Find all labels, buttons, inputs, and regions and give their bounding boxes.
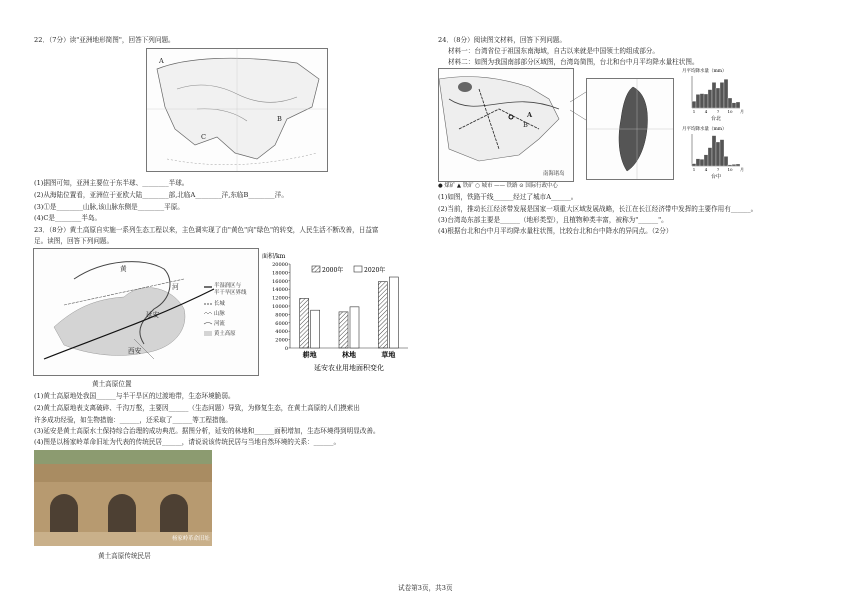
- taipei-bar-9: [724, 79, 728, 108]
- taipei-bar-10: [728, 98, 732, 108]
- legend-1: 半湿润区与: [214, 283, 241, 289]
- q23-line-2: (2)黄土高原地表支离破碎、千沟万壑，主要因______（生态问题）导致，为修复生态，在黄土高原的人们摸索出: [34, 404, 360, 412]
- taipei-bar-11: [732, 103, 736, 108]
- map-label-he: 河: [172, 283, 179, 291]
- q24-material-2: 材料二：如图为我国南部部分区域图，台湾岛简图，台北和台中月平均降水量柱状图。: [448, 58, 699, 66]
- taichung-bar-1: [692, 164, 696, 166]
- taichung-bar-5: [708, 148, 712, 166]
- q24-material-1: 材料一：台湾省位于祖国东南海域，自古以来就是中国领土的组成部分。: [448, 47, 659, 55]
- chart1-ytick-7: 14000: [272, 287, 288, 294]
- photo-label: 杨家岭革命旧址: [172, 536, 210, 542]
- taipei-title: 月平均降水量（mm）: [682, 69, 727, 74]
- map-label-xian: 西安: [128, 347, 142, 355]
- taipei-bar-8: [720, 82, 724, 108]
- taipei-xtick-4: 月: [740, 109, 744, 114]
- loess-map: [33, 248, 259, 376]
- sea-label: 南海诸岛: [543, 171, 565, 177]
- q24-line-2: (2)当前，推动长江经济带发展是国家一项重大区域发展战略，长江在长江经济带中发挥的主要作用有______。: [438, 205, 758, 213]
- taipei-bar-1: [692, 101, 696, 108]
- taichung-bar-2: [696, 159, 700, 166]
- chart1-ytick-5: 10000: [272, 304, 288, 310]
- map-label-b: B: [277, 115, 282, 123]
- taichung-precip-chart: [682, 124, 758, 180]
- q23-line-5: (4)图是以杨家岭革命旧址为代表的传统民居______，请说说该传统民居与当地自然环境的关系：______。: [34, 438, 341, 446]
- q23-line-1: (1)黄土高原地处我国______与半干旱区的过渡地带，生态环境脆弱。: [34, 392, 235, 400]
- map-label-yanan: 延安: [146, 311, 160, 319]
- taichung-xtick-3: 10: [727, 167, 733, 172]
- taichung-title: 月平均降水量（mm）: [682, 127, 727, 132]
- taichung-bar-12: [736, 164, 740, 166]
- chart1-xtick-1: 林地: [342, 350, 356, 359]
- legend-4: 山脉: [214, 311, 225, 317]
- chart1-ylabel: 面积/km: [262, 253, 286, 260]
- taichung-bar-3: [700, 159, 704, 166]
- loess-map-caption: 黄土高原位置: [92, 380, 132, 388]
- cave-dwelling-photo: [34, 450, 212, 546]
- legend-2: 半干旱区界线: [214, 290, 247, 296]
- taipei-precip-chart: [682, 66, 758, 122]
- chart1-ytick-1: 2000: [275, 337, 288, 344]
- south-china-map-drawing: [439, 69, 573, 181]
- legend-6: 黄土高原: [214, 331, 236, 337]
- q22-line-2: (2)从海陆位置看，亚洲位于亚欧大陆________部,北临A________洋,东临B________洋。: [34, 191, 288, 199]
- legend-5: 河流: [214, 321, 225, 327]
- q22-line-3: (3)①是________山脉,该山脉东侧是________平原。: [34, 203, 184, 211]
- taichung-bar-6: [712, 136, 716, 166]
- chart1-legend-swatch-1: [354, 266, 362, 272]
- chart1-xtick-2: 草地: [381, 350, 396, 359]
- legend-symbols: [204, 283, 214, 343]
- q22-line-1: (1)据图可知，亚洲主要位于东半球、________半球。: [34, 179, 189, 187]
- taipei-bar-6: [712, 82, 716, 108]
- map-label-a: A: [159, 57, 164, 65]
- taichung-bar-9: [724, 156, 728, 166]
- asia-map: [146, 48, 328, 172]
- asia-map-drawing: [147, 49, 327, 171]
- taichung-bar-11: [732, 164, 736, 166]
- taipei-xtick-3: 10: [727, 109, 733, 114]
- map-label-huang: 黄: [120, 265, 127, 273]
- q24-header: 24．（8分）阅读图文材料，回答下列问题。: [438, 36, 566, 44]
- taiwan-map: [586, 78, 674, 180]
- taichung-xlabel: 台中: [710, 174, 722, 180]
- taipei-bar-4: [704, 94, 708, 108]
- chart1-bar-2000年-耕地: [300, 298, 309, 348]
- map-label-b-24: B: [523, 121, 528, 129]
- photo-trees: [34, 450, 212, 464]
- taipei-bar-7: [716, 88, 720, 108]
- chart1-ytick-10: 20000: [272, 262, 288, 268]
- chart1-title: 延安农业用地面积变化: [314, 364, 384, 372]
- chart1-bar-2020年-耕地: [311, 310, 320, 348]
- q24-line-1: (1)如图，铁路干线______经过了城市A______。: [438, 193, 578, 201]
- chart1-ytick-9: 18000: [272, 270, 288, 277]
- map-label-a-24: A: [527, 111, 533, 119]
- taipei-xtick-2: 7: [716, 109, 720, 114]
- chart1-ytick-2: 4000: [275, 329, 288, 336]
- taichung-bar-4: [704, 155, 708, 166]
- taipei-xtick-1: 4: [704, 109, 708, 114]
- map-legend-24: ● 煤矿 ▲ 铁矿 ○ 城市 —— 铁路 ⊙ 国际行政中心: [438, 183, 558, 189]
- q24-line-3: (3)台湾岛东部主要是______（地形类型），且植物种类丰富，被称为"______"。: [438, 216, 668, 224]
- map-label-c: C: [201, 133, 207, 141]
- chart1-ytick-6: 12000: [272, 295, 288, 302]
- taichung-xtick-2: 7: [716, 167, 720, 172]
- taipei-xtick-0: 1: [692, 109, 696, 114]
- taichung-xtick-4: 月: [740, 167, 744, 172]
- taipei-bar-5: [708, 90, 712, 108]
- chart1-legend-swatch-0: [312, 266, 320, 272]
- chart1-bar-2020年-草地: [389, 277, 398, 348]
- cave-arch-3: [160, 494, 188, 532]
- q23-header-1: 23．（8分）黄土高原自实施一系列生态工程以来，主色调实现了由"黄色"向"绿色"的转变，人民生活不断改善，日益富: [34, 226, 379, 234]
- q23-line-3: 许多成功经验，如生物措施：______，还采取了______等工程措施。: [34, 416, 232, 424]
- taichung-bar-7: [716, 142, 720, 166]
- chart1-legend-1: 2020年: [364, 267, 386, 274]
- chart1-bar-2020年-林地: [350, 307, 359, 348]
- south-china-map: [438, 68, 574, 182]
- taichung-xtick-1: 4: [704, 167, 708, 172]
- zoom-connector: [570, 92, 590, 122]
- taipei-bar-12: [736, 102, 740, 108]
- legend-3: 长城: [214, 301, 225, 307]
- chart1-ytick-4: 8000: [275, 312, 288, 319]
- taichung-bar-8: [720, 140, 724, 166]
- taipei-bar-2: [696, 94, 700, 108]
- taichung-xtick-0: 1: [692, 167, 696, 172]
- q22-header: 22．（7分）读"亚洲地形简图"，回答下列问题。: [34, 36, 175, 44]
- photo-caption: 黄土高原传统民居: [98, 552, 151, 560]
- taipei-bar-3: [700, 94, 704, 108]
- q23-header-2: 足。读图，回答下列问题。: [34, 237, 114, 245]
- photo-roof: [34, 464, 212, 482]
- q22-line-4: (4)C是________半岛。: [34, 214, 102, 222]
- page-footer: 试卷第3页，共3页: [398, 584, 453, 592]
- chart1-legend-0: 2000年: [322, 267, 344, 274]
- cave-arch-1: [50, 494, 78, 532]
- yanan-bar-chart: [258, 252, 418, 380]
- taiwan-map-drawing: [587, 79, 673, 179]
- chart1-bar-2000年-草地: [378, 282, 387, 348]
- cave-arch-2: [108, 494, 136, 532]
- q23-line-4: (3)延安是黄土高原水土保持综合治理的成功典范。据图分析，延安的林地和______面积增加，生态环境得到明显改善。: [34, 427, 380, 435]
- chart1-ytick-8: 16000: [272, 278, 288, 285]
- chart1-bar-2000年-林地: [339, 312, 348, 348]
- chart1-ytick-0: 0: [284, 346, 288, 352]
- taipei-xlabel: 台北: [710, 116, 722, 122]
- chart1-ytick-3: 6000: [275, 320, 288, 327]
- chart1-xtick-0: 耕地: [302, 350, 317, 359]
- q24-line-4: (4)根据台北和台中月平均降水量柱状图，比较台北和台中降水的异同点。（2分）: [438, 227, 673, 235]
- taichung-bar-10: [728, 165, 732, 166]
